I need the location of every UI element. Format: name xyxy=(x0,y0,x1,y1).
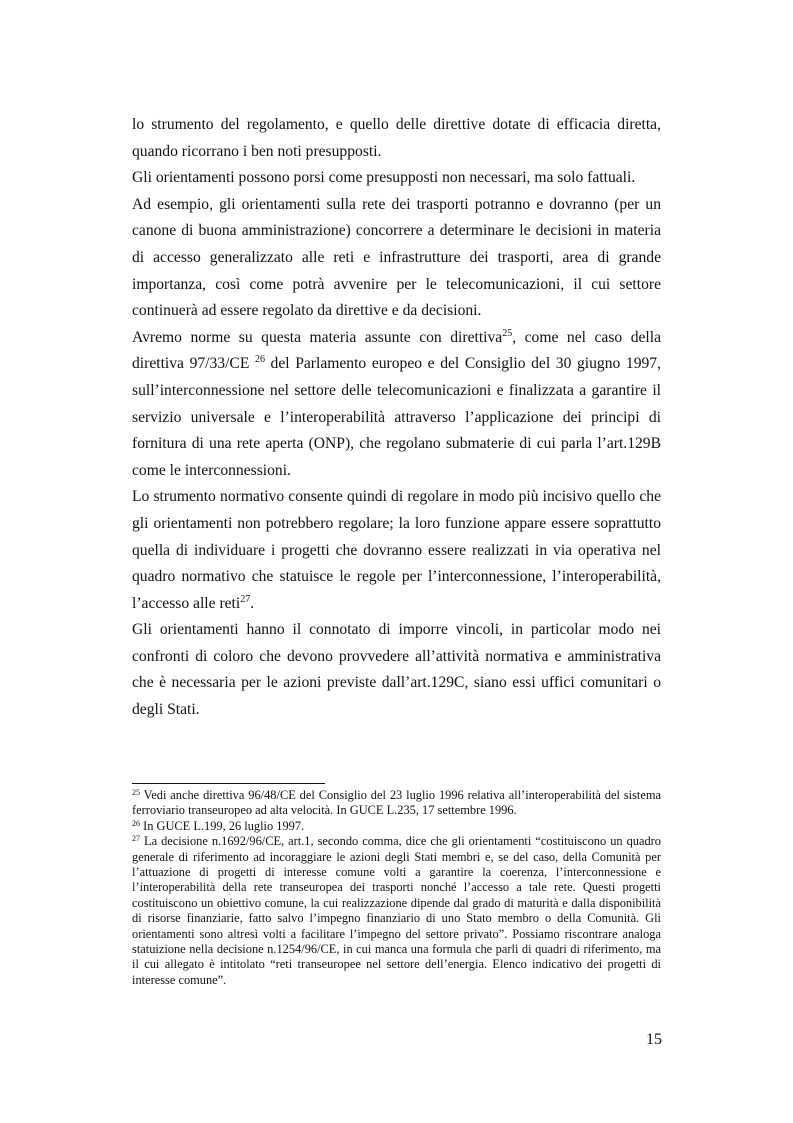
footnote-27 xyxy=(132,834,661,988)
footnote-divider xyxy=(132,783,325,784)
paragraph-4-text-c: del Parlamento europeo e del Consiglio del 30 giugno 1997, sull’interconnessione nel settore delle telecomunicazioni e finalizzata a garantire il servizio universale e l’interoperabilità attraverso l’applicazione dei principi di fornitura di una rete aperta (ONP), che regolano submaterie di cui parla l’art.129B come le interconnessioni. xyxy=(132,355,661,479)
paragraph-4-text-a: Avremo norme su questa materia assunte con direttiva xyxy=(132,328,503,346)
paragraph-3: Ad esempio, gli orientamenti sulla rete dei trasporti potranno e dovranno (per un canone di buona amministrazione) concorrere a determinare le decisioni in materia di accesso generalizzato alle reti e infrastrutture dei trasporti, area di grande importanza, così come potrà avvenire per le telecomunicazioni, il cui settore continuerà ad essere regolato da direttive e da decisioni. xyxy=(132,195,661,320)
paragraph-1: lo strumento del regolamento, e quello delle direttive dotate di efficacia diretta, quando ricorrano i ben noti presupposti. xyxy=(132,116,661,160)
paragraph-2: Gli orientamenti possono porsi come presupposti non necessari, ma solo fattuali. xyxy=(132,169,636,187)
paragraph-4 xyxy=(132,325,661,485)
footnote-text: In GUCE L.199, 26 luglio 1997. xyxy=(140,818,305,833)
footnote-number: 25 xyxy=(132,788,140,797)
paragraph-5-text-b: . xyxy=(250,594,255,612)
footnote-text: La decisione n.1692/96/CE, art.1, secondo comma, dice che gli orientamenti “costituiscono un quadro generale di riferimento ad incoraggiare le azioni degli Stati membri e, se del caso, della Comunità per l’attuazione di progetti di interesse comune volti a garantire la coerenza, l’interconnessione e l’interoperabilità della rete transeuropea dei trasporti nonché l’accesso a tale rete. Questi progetti costituiscono un obiettivo comune, la cui realizzazione dipende dal grado di maturità e dalla disponibilità di risorse finanziarie, fatto salvo l’impegno finanziario di uno Stato membro o della Comunità. Gli orientamenti sono altresì volti a facilitare l’impegno del settore privato”. Possiamo riscontrare analoga statuizione nella decisione n.1254/96/CE, in cui manca una formula che parli di quadri di riferimento, ma il cui allegato è intitolato “reti transeuropee nel settore dell’energia. Elenco indicativo dei progetti di interesse comune”. xyxy=(132,834,661,987)
paragraph-6: Gli orientamenti hanno il connotato di imporre vincoli, in particolar modo nei confronti di coloro che devono provvedere all’attività normativa e amministrativa che è necessaria per le azioni previste dall’art.129C, siano essi uffici comunitari o degli Stati. xyxy=(132,621,661,719)
footnote-ref-27[interactable]: 27 xyxy=(240,593,251,605)
footnote-number: 26 xyxy=(132,818,140,828)
paragraph-4-text-b: , come nel caso della direttiva 97/33/CE xyxy=(132,328,662,373)
footnote-number: 27 xyxy=(132,834,140,844)
footnote-25 xyxy=(132,788,661,819)
footnote-text: Vedi anche direttiva 96/48/CE del Consiglio del 23 luglio 1996 relativa all’interoperabilità del sistema ferroviario transeuropeo ad alta velocità. In GUCE L.235, 17 settembre 1996. xyxy=(132,788,661,818)
paragraph-5-text-a: Lo strumento normativo consente quindi di regolare in modo più incisivo quello che gli orientamenti non potrebbero regolare; la loro funzione appare essere soprattutto quella di individuare i progetti che dovranno essere realizzati in via operativa nel quadro normativo che statuisce le regole per l’interconnessione, l’interoperabilità, l’accesso alle reti xyxy=(132,488,661,612)
footnote-ref-25[interactable]: 25 xyxy=(502,327,513,339)
footnotes xyxy=(132,788,661,988)
footnote-ref-26[interactable]: 26 xyxy=(254,354,265,366)
main-text xyxy=(132,112,661,724)
paragraph-5 xyxy=(132,484,661,617)
page-number: 15 xyxy=(646,1031,662,1048)
footnote-26 xyxy=(132,819,661,834)
